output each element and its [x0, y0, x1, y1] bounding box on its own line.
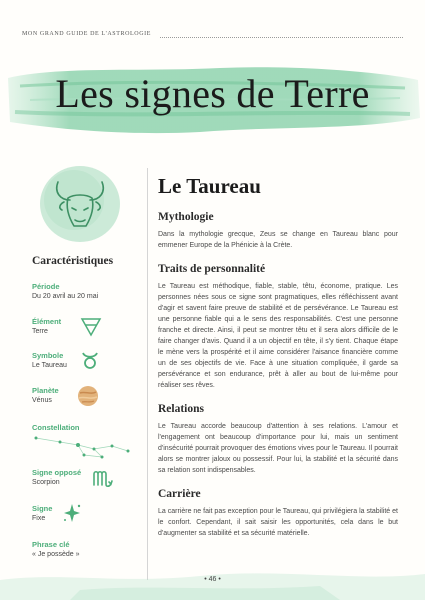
char-periode [32, 282, 98, 300]
bottom-watercolor-wash [0, 550, 425, 600]
constellation-icon [32, 433, 132, 459]
section-text: Le Taureau est méthodique, fiable, stable, têtu, économe, pratique. Les personnes nées sous ce signe sont pragmatiques, elles réfléchissent avant d'agir et savent faire preuve de stabilité et de persévérance. Le Taureau est une personne fiable qui a le sens des responsabilités. C'est une personne franche et directe. Ainsi, il peut se montrer têtu et il sera alors difficile de le faire changer d'avis. Quand il a un objectif en tête, il s'y tient. Chaque étape le mène vers la prospérité et il aime considérer l'aisance financière comme un de ses objectifs de vie. Face à une situation compliquée, il garde sa persévérance et son endurance, prêt à aller au bout de lui-même pour réaliser ses rêves. [158, 283, 398, 389]
char-value: Vénus [32, 397, 52, 404]
section-heading: Carrière [158, 488, 201, 500]
char-constellation [32, 423, 140, 432]
section-text: La carrière ne fait pas exception pour le Taureau, qui privilégiera la stabilité et le confort. Cependant, il sait saisir les opportunités, cela dans le but d'augmenter sa stabilité et sa sécurité matérielle. [158, 508, 398, 537]
venus-planet-icon [76, 384, 100, 408]
char-label: Symbole [32, 351, 64, 360]
char-label: Élément [32, 317, 62, 326]
section-heading: Mythologie [158, 211, 214, 223]
char-label: Période [32, 282, 60, 291]
char-value: Scorpion [32, 479, 60, 486]
sparkle-icon [62, 502, 82, 524]
page-number: • 46 • [204, 576, 221, 583]
section-text: Le Taureau accorde beaucoup d'attention à ses relations. L'amour et l'engagement ont beaucoup d'importance pour lui, mais un sentiment d'insécurité pourrait provoquer des émotions vives pour le Taureau. Il pourrait alors se montrer jaloux ou possessif. Pour lui, la stabilité et la sécurité dans sa relation sont indispensables. [158, 423, 398, 474]
taurus-glyph-icon [80, 350, 100, 370]
earth-element-icon [80, 316, 102, 338]
section-heading: Traits de personnalité [158, 263, 266, 275]
page-title: Les signes de Terre [55, 71, 370, 116]
char-label: Phrase clé [32, 540, 70, 549]
char-symbole [32, 351, 140, 369]
characteristics-sidebar [32, 255, 140, 558]
sidebar-heading: Caractéristiques [32, 255, 114, 267]
running-head-rule [160, 37, 403, 38]
article-title: Le Taureau [158, 174, 261, 198]
section-heading: Relations [158, 403, 204, 415]
main-article [158, 174, 398, 551]
char-value: Terre [32, 328, 48, 335]
char-signe [32, 504, 140, 522]
char-value: Le Taureau [32, 362, 67, 369]
char-element [32, 317, 140, 335]
char-label: Signe [32, 504, 53, 513]
char-planete [32, 386, 140, 404]
char-label: Signe opposé [32, 468, 82, 477]
char-signe-oppose [32, 468, 140, 486]
section-text: Dans la mythologie grecque, Zeus se change en Taureau blanc pour emmener Europe de la Phénicie à la Crète. [158, 231, 398, 249]
taurus-emblem-icon [30, 160, 125, 246]
column-divider [147, 168, 148, 580]
char-label: Constellation [32, 423, 80, 432]
char-value: Fixe [32, 515, 46, 522]
char-label: Planète [32, 386, 59, 395]
scorpio-glyph-icon [92, 469, 114, 489]
char-value: Du 20 avril au 20 mai [32, 293, 99, 300]
char-value: « Je possède » [32, 551, 80, 558]
running-head: MON GRAND GUIDE DE L'ASTROLOGIE [22, 31, 152, 37]
